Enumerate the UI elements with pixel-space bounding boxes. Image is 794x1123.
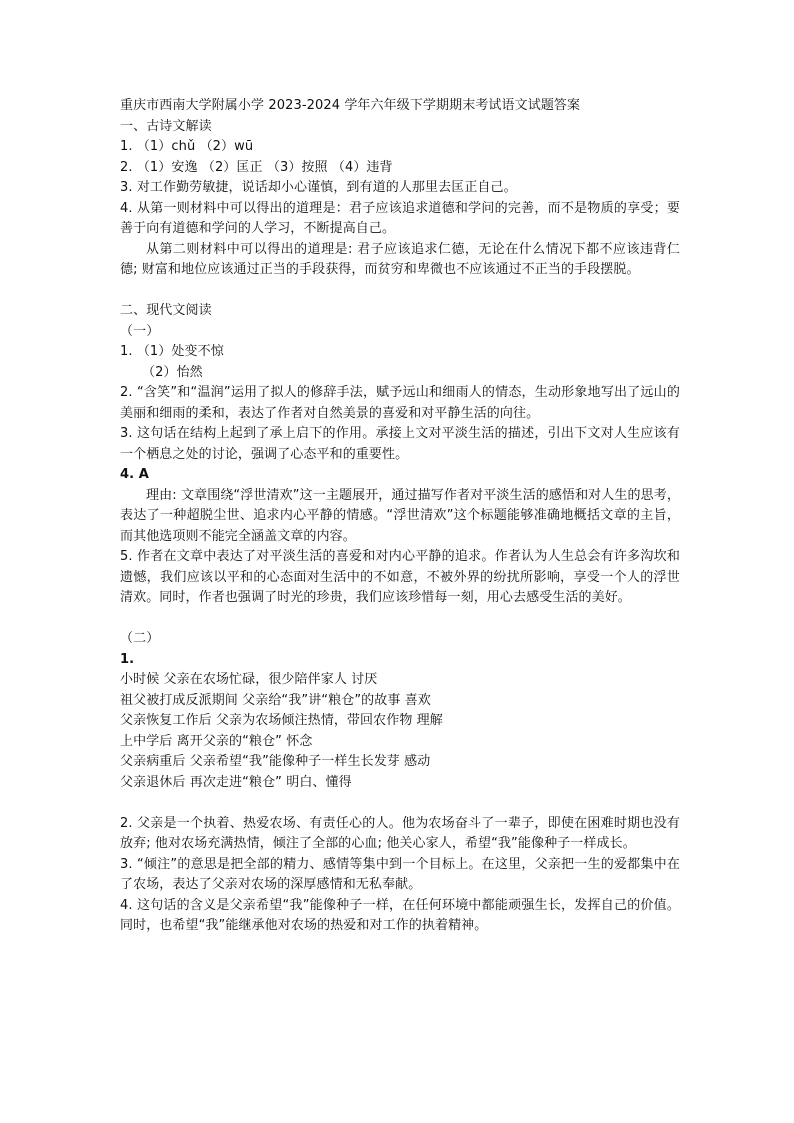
table-row: 父亲病重后 父亲希望“我”能像种子一样生长发芽 感动 xyxy=(120,754,431,769)
answer-s2a-q2: 2. “含笑”和“温润”运用了拟人的修辞手法，赋予远山和细雨人的情态，生动形象地写出了远山的美丽和细雨的柔和，表达了作者对自然美景的喜爱和对平静生活的向往。 xyxy=(120,385,680,421)
section-heading-classical: 一、古诗文解读 xyxy=(120,118,212,134)
spacer xyxy=(120,609,680,630)
spacer xyxy=(120,793,680,814)
answer-s2a-q5: 5. 作者在文章中表达了对平淡生活的喜爱和对内心平静的追求。作者认为人生总会有许多沟坎和遗憾，我们应该以平和的心态面对生活中的不如意，不被外界的纷扰所影响，享受一个人的浮世清欢。同时，作者也强调了时光的珍贵，我们应该珍惜每一刻，用心去感受生活的美好。 xyxy=(120,549,680,605)
answer-s2b-q4: 4. 这句话的含义是父亲希望“我”能像种子一样，在任何环境中都能顽强生长，发挥自己的价值。同时，也希望“我”能继承他对农场的热爱和对工作的执着精神。 xyxy=(120,897,680,933)
answer-s2a-q3: 3. 这句话在结构上起到了承上启下的作用。承接上文对平淡生活的描述，引出下文对人生应该有一个栖息之处的讨论，强调了心态平和的重要性。 xyxy=(120,426,680,462)
section-heading-modern: 二、现代文阅读 xyxy=(120,303,212,318)
document-title: 重庆市西南大学附属小学 2023-2024 学年六年级下学期期末考试语文试题答案 xyxy=(120,98,581,113)
answer-s2a-q4-reason: 理由: 文章围绕“浮世清欢”这一主题展开，通过描写作者对平淡生活的感悟和对人生的思考，表达了一种超脱尘世、追求内心平静的情感。“浮世清欢”这个标题能够准确地概括文章的主旨，而其他选项则不能完全涵盖文章的内容。 xyxy=(120,487,680,544)
table-row: 祖父被打成反派期间 父亲给“我”讲“粮仓”的故事 喜欢 xyxy=(120,692,431,708)
answer-s1-q1: 1. （1）chǔ （2）wū xyxy=(120,139,254,154)
table-row: 父亲恢复工作后 父亲为农场倾注热情，带回农作物 理解 xyxy=(120,713,443,728)
spacer xyxy=(120,281,680,302)
answer-s1-q4-part2: 从第二则材料中可以得出的道理是: 君子应该追求仁德，无论在什么情况下都不应该违背仁德; 财富和地位应该通过正当的手段获得，而贫穷和卑微也不应该通过不正当的手段摆脱。 xyxy=(120,241,680,277)
answer-s1-q2: 2. （1）安逸 （2）匡正 （3）按照 （4）违背 xyxy=(120,159,393,175)
subsection-label-2: （二） xyxy=(120,631,160,646)
table-row: 上中学后 离开父亲的“粮仓” 怀念 xyxy=(120,733,313,749)
answer-s1-q3: 3. 对工作勤劳敏捷，说话却小心谨慎，到有道的人那里去匡正自己。 xyxy=(120,180,517,195)
answer-s2a-q1-1: 1. （1）处变不惊 xyxy=(120,344,224,359)
subsection-label-1: （一） xyxy=(120,323,160,339)
answer-s2b-q1: 1. xyxy=(120,651,135,667)
answer-content xyxy=(120,96,680,937)
answer-s2a-q1-2: （2）怡然 xyxy=(142,364,203,380)
table-row: 小时候 父亲在农场忙碌，很少陪伴家人 讨厌 xyxy=(120,672,378,687)
answer-s2a-q4: 4. A xyxy=(120,467,149,482)
table-row: 父亲退休后 再次走进“粮仓” 明白、懂得 xyxy=(120,774,352,790)
answer-s1-q4-part1: 4. 从第一则材料中可以得出的道理是：君子应该追求道德和学问的完善，而不是物质的享受；要善于向有道德和学问的人学习，不断提高自己。 xyxy=(120,200,680,236)
answer-s2b-q2: 2. 父亲是一个执着、热爱农场、有责任心的人。他为农场奋斗了一辈子，即使在困难时期也没有放弃; 他对农场充满热情，倾注了全部的心血; 他关心家人，希望“我”能像种子一样成长。 xyxy=(120,815,680,851)
answer-s2b-q3: 3. “倾注”的意思是把全部的精力、感情等集中到一个目标上。在这里，父亲把一生的爱都集中在了农场，表达了父亲对农场的深厚感情和无私奉献。 xyxy=(120,856,680,892)
